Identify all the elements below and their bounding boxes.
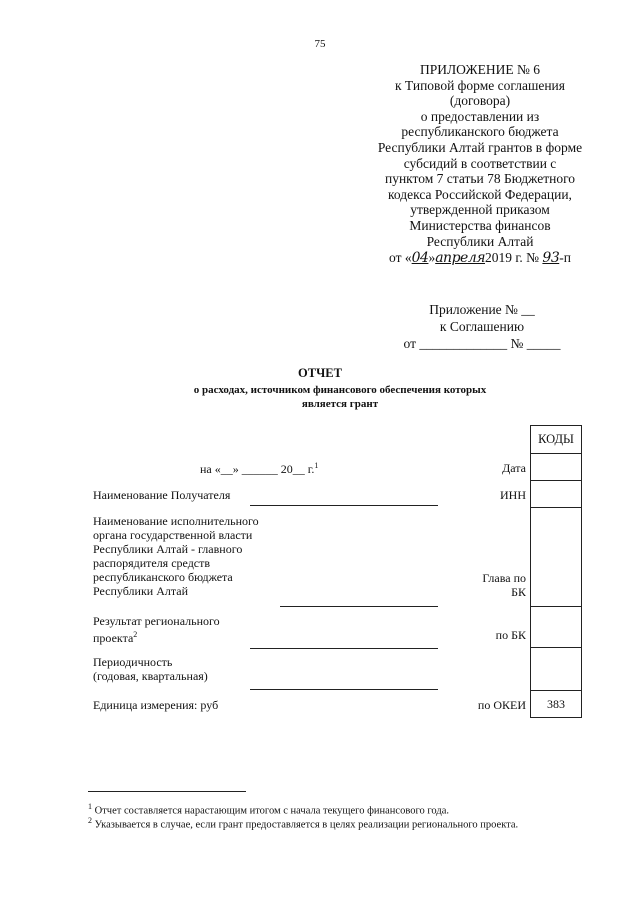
order-date-line: от «04»апреля2019 г. № 93-п — [389, 250, 571, 267]
okei-label: по ОКЕИ — [477, 698, 526, 712]
footnote-2: $^2$ Указывается в случае, если грант предоставляется в целях реализации регионального проекта. — [88, 816, 519, 831]
page-number: 75 — [314, 38, 326, 50]
unit-label: Единица измерения: руб — [93, 698, 219, 712]
period-code-cell — [531, 648, 582, 691]
date-label: Дата — [502, 461, 526, 475]
bk-label: по БК — [495, 628, 526, 642]
appendix-line: (договора) — [449, 93, 511, 109]
periodicity-label: Периодичность (годовая, квартальная) — [93, 655, 208, 683]
handwritten-month: апреля — [435, 250, 485, 267]
codes-header: КОДЫ — [531, 426, 582, 454]
inn-code-cell — [531, 481, 582, 508]
report-subtitle: о расходах, источником финансового обеспечения которых является грант — [193, 384, 487, 410]
appendix-title: ПРИЛОЖЕНИЕ № 6 — [419, 62, 541, 77]
recipient-label: Наименование Получателя — [93, 488, 231, 502]
inn-label: ИНН — [500, 488, 526, 502]
appendix-line: субсидий в соответствии с — [403, 155, 557, 171]
periodicity-underline — [250, 689, 438, 690]
footnote-1: $^1$ Отчет составляется нарастающим итогом с начала текущего финансового года. — [88, 802, 449, 817]
appendix-line: пунктом 7 статьи 78 Бюджетного — [384, 171, 576, 187]
authority-label: Наименование исполнительного органа государственной власти Республики Алтай - главного распорядителя средств республиканского бюджета Республики Алтай — [93, 514, 259, 598]
chapter-code-cell — [531, 508, 582, 607]
okei-code-cell: 383 — [531, 691, 582, 718]
agreement-appendix — [382, 301, 582, 352]
agreement-appendix-line: от _____________ № _____ — [403, 336, 561, 351]
footnote-divider — [88, 791, 246, 792]
appendix-line: Республики Алтай — [426, 233, 534, 249]
appendix-line: утвержденной приказом — [410, 202, 550, 218]
bk-code-cell — [531, 607, 582, 648]
appendix-line: республиканского бюджета — [401, 124, 559, 140]
chapter-label: Глава по БК — [482, 571, 526, 599]
regional-project-underline — [250, 648, 438, 649]
appendix-line: Республики Алтай грантов в форме — [377, 139, 583, 155]
date-code-cell — [531, 454, 582, 481]
appendix-block — [355, 62, 605, 267]
regional-project-label: Результат регионального проекта$^2$ — [93, 614, 220, 645]
agreement-appendix-line: к Соглашению — [439, 319, 525, 334]
recipient-underline — [250, 505, 438, 506]
agreement-appendix-line: Приложение № __ — [429, 302, 535, 317]
appendix-line: о предоставлении из — [420, 108, 540, 124]
report-title: ОТЧЕТ — [298, 366, 342, 380]
report-date-line: на «__» ______ 20__ г.$^1$ — [200, 461, 319, 476]
codes-table — [530, 425, 582, 718]
handwritten-number: 93 — [542, 250, 560, 267]
handwritten-day: 04 — [411, 250, 429, 267]
appendix-line: к Типовой форме соглашения — [395, 77, 565, 93]
appendix-line: кодекса Российской Федерации, — [388, 186, 572, 202]
appendix-line: Министерства финансов — [409, 217, 551, 233]
authority-underline — [280, 606, 438, 607]
